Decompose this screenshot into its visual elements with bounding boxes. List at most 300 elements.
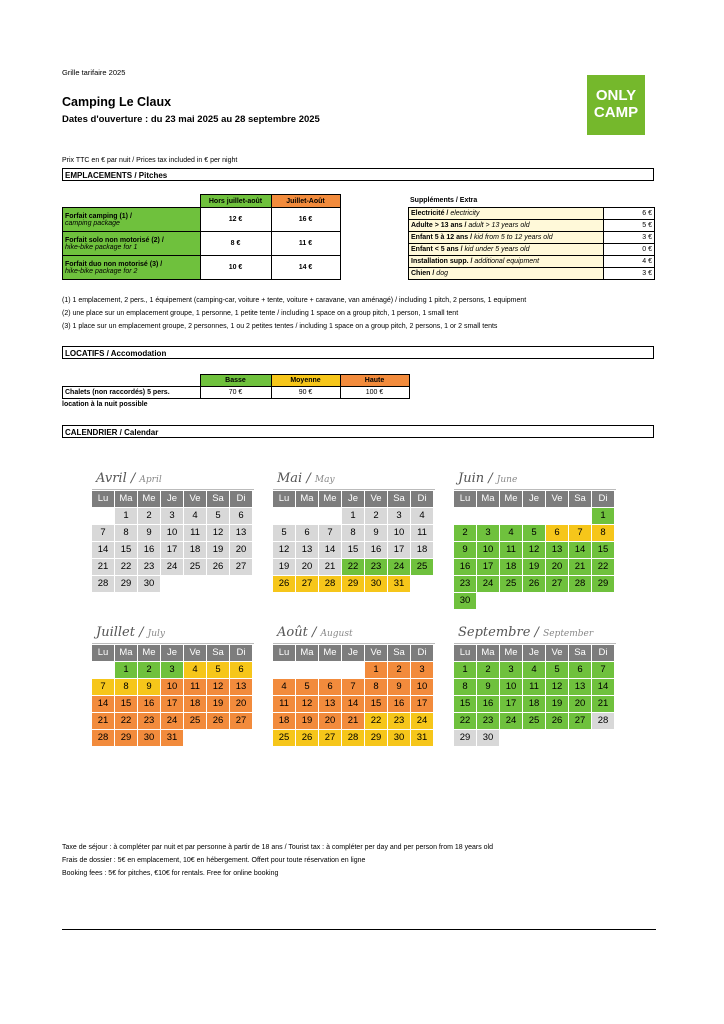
rental-note: location à la nuit possible bbox=[62, 401, 148, 408]
calendar-day: 7 bbox=[342, 679, 364, 695]
calendar-day: 12 bbox=[523, 542, 545, 558]
calendar-day: 24 bbox=[161, 559, 183, 575]
calendar-day: 18 bbox=[184, 542, 206, 558]
pitch-price-off: 8 € bbox=[200, 232, 271, 256]
table-row bbox=[63, 256, 341, 280]
weekday-header: Ma bbox=[115, 645, 137, 661]
pitch-price-off: 10 € bbox=[200, 256, 271, 280]
calendar-day: 23 bbox=[454, 576, 476, 592]
prices-note: Prix TTC en € par nuit / Prices tax included in € per night bbox=[62, 157, 238, 164]
weekday-header: Ve bbox=[184, 645, 206, 661]
calendar-day: 17 bbox=[477, 559, 499, 575]
calendar-day: 10 bbox=[161, 525, 183, 541]
calendar-day: 24 bbox=[500, 713, 522, 729]
extra-label: Enfant < 5 ans / kid under 5 years old bbox=[409, 244, 604, 256]
calendar-day: 17 bbox=[388, 542, 410, 558]
calendar-day: 24 bbox=[477, 576, 499, 592]
calendar-day: 30 bbox=[388, 730, 410, 746]
month-title bbox=[92, 468, 254, 490]
calendar-day: 21 bbox=[592, 696, 614, 712]
calendar-day: 29 bbox=[115, 730, 137, 746]
calendar-day: 1 bbox=[365, 662, 387, 678]
calendar-day: 25 bbox=[184, 559, 206, 575]
section-pitches: EMPLACEMENTS / Pitches bbox=[62, 168, 654, 181]
pitch-price-table bbox=[62, 194, 341, 280]
calendar-day: 18 bbox=[523, 696, 545, 712]
calendar-day: 27 bbox=[296, 576, 318, 592]
weekday-header: Sa bbox=[569, 491, 591, 507]
calendar-day: 10 bbox=[161, 679, 183, 695]
calendar-day: 17 bbox=[161, 696, 183, 712]
calendar-day: 11 bbox=[184, 679, 206, 695]
calendar-day: 29 bbox=[342, 576, 364, 592]
weekday-header: Me bbox=[319, 645, 341, 661]
month-separator: / bbox=[134, 625, 148, 640]
calendar-day: 10 bbox=[388, 525, 410, 541]
calendar-day: 14 bbox=[92, 696, 114, 712]
month-separator: / bbox=[484, 471, 497, 486]
calendar-day: 28 bbox=[342, 730, 364, 746]
calendar-day: 2 bbox=[477, 662, 499, 678]
calendar-day: 1 bbox=[342, 508, 364, 524]
calendar-day: 15 bbox=[454, 696, 476, 712]
calendar-day: 14 bbox=[592, 679, 614, 695]
calendar-day: 6 bbox=[296, 525, 318, 541]
calendar-day: 15 bbox=[592, 542, 614, 558]
calendar-day: 16 bbox=[454, 559, 476, 575]
section-calendar: CALENDRIER / Calendar bbox=[62, 425, 654, 438]
calendar-day: 29 bbox=[454, 730, 476, 746]
calendar-day: 27 bbox=[230, 713, 252, 729]
extra-label: Electricité / electricity bbox=[409, 208, 604, 220]
month-name-en: September bbox=[543, 629, 594, 639]
calendar-day: 3 bbox=[161, 662, 183, 678]
calendar-day: 9 bbox=[454, 542, 476, 558]
empty-day bbox=[296, 662, 318, 678]
calendar-day: 9 bbox=[477, 679, 499, 695]
calendar-month-september bbox=[454, 622, 616, 746]
weekday-header: Je bbox=[342, 491, 364, 507]
col-mid: Moyenne bbox=[271, 375, 340, 387]
calendar-day: 16 bbox=[365, 542, 387, 558]
calendar-day: 28 bbox=[92, 576, 114, 592]
calendar-day: 30 bbox=[454, 593, 476, 609]
extras-table bbox=[408, 207, 655, 280]
empty-day bbox=[319, 508, 341, 524]
calendar-day: 22 bbox=[342, 559, 364, 575]
calendar-day: 16 bbox=[138, 696, 160, 712]
calendar-day: 30 bbox=[138, 730, 160, 746]
calendar-day: 8 bbox=[342, 525, 364, 541]
calendar-day: 16 bbox=[138, 542, 160, 558]
logo-line-2: CAMP bbox=[593, 104, 639, 121]
weekday-header: Ve bbox=[365, 645, 387, 661]
empty-day bbox=[500, 508, 522, 524]
calendar-day: 25 bbox=[273, 730, 295, 746]
calendar-day: 19 bbox=[523, 559, 545, 575]
calendar-day: 14 bbox=[319, 542, 341, 558]
rental-price-mid: 90 € bbox=[271, 387, 340, 399]
calendar-day: 21 bbox=[92, 559, 114, 575]
calendar-day: 5 bbox=[273, 525, 295, 541]
extras-title: Suppléments / Extra bbox=[410, 197, 478, 204]
calendar-day: 23 bbox=[388, 713, 410, 729]
extra-label: Adulte > 13 ans / adult > 13 years old bbox=[409, 220, 604, 232]
calendar-day: 12 bbox=[207, 679, 229, 695]
weekday-header: Sa bbox=[207, 491, 229, 507]
pitch-table-corner bbox=[63, 195, 201, 208]
calendar-day: 13 bbox=[569, 679, 591, 695]
calendar-day: 11 bbox=[500, 542, 522, 558]
calendar-day: 27 bbox=[546, 576, 568, 592]
calendar-day: 6 bbox=[546, 525, 568, 541]
calendar-day: 17 bbox=[161, 542, 183, 558]
weekday-header: Me bbox=[138, 491, 160, 507]
calendar-day: 13 bbox=[230, 525, 252, 541]
calendar-day: 11 bbox=[184, 525, 206, 541]
pitch-price-peak: 16 € bbox=[271, 208, 340, 232]
section-rentals: LOCATIFS / Accomodation bbox=[62, 346, 654, 359]
calendar-day: 16 bbox=[477, 696, 499, 712]
calendar-day: 2 bbox=[138, 662, 160, 678]
month-separator: / bbox=[126, 471, 140, 486]
weekday-header: Ma bbox=[296, 491, 318, 507]
calendar-day: 15 bbox=[342, 542, 364, 558]
weekday-header: Ve bbox=[184, 491, 206, 507]
calendar-day: 31 bbox=[411, 730, 433, 746]
calendar-day: 21 bbox=[569, 559, 591, 575]
pitch-label: Forfait solo non motorisé (2) / hike-bike package for 1 bbox=[63, 232, 201, 256]
table-row bbox=[409, 232, 655, 244]
calendar-day: 26 bbox=[273, 576, 295, 592]
calendar-day: 31 bbox=[161, 730, 183, 746]
table-row bbox=[63, 208, 341, 232]
weekday-header: Je bbox=[161, 491, 183, 507]
calendar-day: 5 bbox=[207, 508, 229, 524]
extra-label: Enfant 5 à 12 ans / kid from 5 to 12 years old bbox=[409, 232, 604, 244]
calendar-day: 7 bbox=[92, 679, 114, 695]
calendar-day: 19 bbox=[273, 559, 295, 575]
month-title bbox=[273, 622, 435, 644]
weekday-header: Lu bbox=[92, 645, 114, 661]
col-low: Basse bbox=[200, 375, 271, 387]
calendar-day: 6 bbox=[569, 662, 591, 678]
weekday-header: Ve bbox=[546, 491, 568, 507]
calendar-day: 17 bbox=[500, 696, 522, 712]
pitch-label: Forfait duo non motorisé (3) / hike-bike package for 2 bbox=[63, 256, 201, 280]
calendar-day: 28 bbox=[569, 576, 591, 592]
month-name-en: May bbox=[314, 475, 335, 485]
calendar-day: 1 bbox=[592, 508, 614, 524]
calendar-day: 12 bbox=[273, 542, 295, 558]
empty-day bbox=[546, 508, 568, 524]
calendar-day: 24 bbox=[411, 713, 433, 729]
calendar-day: 20 bbox=[230, 696, 252, 712]
calendar-day: 7 bbox=[319, 525, 341, 541]
calendar-day: 22 bbox=[592, 559, 614, 575]
calendar-day: 23 bbox=[138, 713, 160, 729]
weekday-header: Me bbox=[500, 491, 522, 507]
calendar-day: 11 bbox=[411, 525, 433, 541]
weekday-header: Ma bbox=[477, 645, 499, 661]
rental-price-high: 100 € bbox=[340, 387, 409, 399]
extra-price: 4 € bbox=[604, 256, 655, 268]
calendar-day: 13 bbox=[296, 542, 318, 558]
table-row bbox=[409, 220, 655, 232]
footer-booking-fees-fr: Frais de dossier : 5€ en emplacement, 10€ en hébergement. Offert pour toute réservation en ligne bbox=[62, 857, 366, 864]
calendar-day: 18 bbox=[184, 696, 206, 712]
month-name-en: August bbox=[320, 629, 353, 639]
calendar-day: 4 bbox=[500, 525, 522, 541]
calendar-day: 29 bbox=[115, 576, 137, 592]
weekday-header: Ma bbox=[477, 491, 499, 507]
calendar-day: 20 bbox=[230, 542, 252, 558]
calendar-day: 5 bbox=[207, 662, 229, 678]
calendar-day: 25 bbox=[523, 713, 545, 729]
calendar-day: 14 bbox=[92, 542, 114, 558]
weekday-header: Ma bbox=[115, 491, 137, 507]
calendar-day: 30 bbox=[477, 730, 499, 746]
month-name-fr: Juin bbox=[458, 471, 485, 486]
calendar-day: 11 bbox=[523, 679, 545, 695]
month-name-en: June bbox=[496, 475, 518, 485]
calendar-day: 23 bbox=[365, 559, 387, 575]
calendar-day: 3 bbox=[388, 508, 410, 524]
month-name-en: July bbox=[147, 629, 166, 639]
calendar-day: 12 bbox=[546, 679, 568, 695]
extra-label: Chien / dog bbox=[409, 268, 604, 280]
month-name-en: April bbox=[139, 475, 162, 485]
calendar-day: 4 bbox=[273, 679, 295, 695]
calendar-day: 15 bbox=[115, 542, 137, 558]
calendar-day: 27 bbox=[230, 559, 252, 575]
calendar-day: 26 bbox=[207, 559, 229, 575]
calendar-day: 26 bbox=[296, 730, 318, 746]
calendar-day: 25 bbox=[184, 713, 206, 729]
calendar-day: 19 bbox=[207, 542, 229, 558]
calendar-day: 8 bbox=[365, 679, 387, 695]
calendar-day: 5 bbox=[296, 679, 318, 695]
calendar-day: 22 bbox=[454, 713, 476, 729]
weekday-header: Je bbox=[523, 491, 545, 507]
calendar-day: 6 bbox=[319, 679, 341, 695]
month-title bbox=[454, 468, 616, 490]
extra-price: 3 € bbox=[604, 268, 655, 280]
calendar-day: 21 bbox=[319, 559, 341, 575]
calendar-day: 3 bbox=[161, 508, 183, 524]
calendar-day: 4 bbox=[184, 508, 206, 524]
rental-table-corner bbox=[63, 375, 201, 387]
calendar-day: 7 bbox=[592, 662, 614, 678]
empty-day bbox=[92, 508, 114, 524]
calendar-day: 25 bbox=[411, 559, 433, 575]
weekday-header: Di bbox=[411, 491, 433, 507]
weekday-header: Je bbox=[523, 645, 545, 661]
calendar-day: 13 bbox=[230, 679, 252, 695]
calendar-day: 2 bbox=[365, 508, 387, 524]
calendar-day: 5 bbox=[523, 525, 545, 541]
calendar-day: 9 bbox=[388, 679, 410, 695]
calendar-day: 26 bbox=[546, 713, 568, 729]
calendar-day: 1 bbox=[454, 662, 476, 678]
empty-day bbox=[273, 508, 295, 524]
weekday-header: Di bbox=[592, 491, 614, 507]
calendar-day: 13 bbox=[319, 696, 341, 712]
month-separator: / bbox=[307, 625, 321, 640]
col-high: Haute bbox=[340, 375, 409, 387]
only-camp-logo bbox=[587, 75, 645, 135]
calendar-day: 1 bbox=[115, 662, 137, 678]
weekday-header: Me bbox=[138, 645, 160, 661]
empty-day bbox=[477, 508, 499, 524]
calendar-month-june bbox=[454, 468, 616, 609]
calendar-day: 23 bbox=[138, 559, 160, 575]
calendar-day: 27 bbox=[319, 730, 341, 746]
weekday-header: Lu bbox=[273, 645, 295, 661]
month-title bbox=[92, 622, 254, 644]
calendar-day: 5 bbox=[546, 662, 568, 678]
extra-price: 6 € bbox=[604, 208, 655, 220]
calendar-day: 10 bbox=[477, 542, 499, 558]
calendar-day: 15 bbox=[365, 696, 387, 712]
weekday-header: Je bbox=[161, 645, 183, 661]
calendar-day: 21 bbox=[342, 713, 364, 729]
weekday-header: Sa bbox=[388, 645, 410, 661]
pitch-price-peak: 11 € bbox=[271, 232, 340, 256]
opening-dates: Dates d'ouverture : du 23 mai 2025 au 28 septembre 2025 bbox=[62, 114, 320, 125]
calendar-day: 28 bbox=[92, 730, 114, 746]
weekday-header: Di bbox=[230, 491, 252, 507]
pitch-note-3: (3) 1 place sur un emplacement groupe, 2 personnes, 1 ou 2 petites tentes / including 1 space on a group pitch, 2 persons, 1 or 2 small tents bbox=[62, 323, 498, 330]
pitch-price-peak: 14 € bbox=[271, 256, 340, 280]
calendar-month-april bbox=[92, 468, 254, 592]
pitch-note-2: (2) une place sur un emplacement groupe, 1 personne, 1 petite tente / including 1 space on a group pitch, 1 person, 1 small tent bbox=[62, 310, 459, 317]
col-off-season: Hors juillet-août bbox=[200, 195, 271, 208]
calendar-day: 18 bbox=[411, 542, 433, 558]
calendar-day: 28 bbox=[319, 576, 341, 592]
calendar-day: 11 bbox=[273, 696, 295, 712]
weekday-header: Lu bbox=[454, 645, 476, 661]
document-label: Grille tarifaire 2025 bbox=[62, 68, 126, 77]
weekday-header: Di bbox=[592, 645, 614, 661]
calendar-day: 30 bbox=[365, 576, 387, 592]
empty-day bbox=[342, 662, 364, 678]
calendar-day: 14 bbox=[342, 696, 364, 712]
extra-price: 5 € bbox=[604, 220, 655, 232]
col-peak-season: Juillet-Août bbox=[271, 195, 340, 208]
calendar-day: 20 bbox=[546, 559, 568, 575]
calendar-day: 9 bbox=[365, 525, 387, 541]
calendar-day: 24 bbox=[161, 713, 183, 729]
month-separator: / bbox=[302, 471, 315, 486]
weekday-header: Lu bbox=[454, 491, 476, 507]
calendar-day: 21 bbox=[92, 713, 114, 729]
calendar-day: 2 bbox=[138, 508, 160, 524]
calendar-day: 2 bbox=[454, 525, 476, 541]
calendar-day: 26 bbox=[523, 576, 545, 592]
calendar-day: 24 bbox=[388, 559, 410, 575]
calendar-day: 2 bbox=[388, 662, 410, 678]
weekday-header: Lu bbox=[273, 491, 295, 507]
rental-price-table bbox=[62, 374, 410, 399]
calendar-day: 20 bbox=[569, 696, 591, 712]
weekday-header: Me bbox=[319, 491, 341, 507]
calendar-day: 22 bbox=[365, 713, 387, 729]
calendar-day: 17 bbox=[411, 696, 433, 712]
calendar-day: 14 bbox=[569, 542, 591, 558]
calendar-day: 7 bbox=[92, 525, 114, 541]
calendar-day: 28 bbox=[592, 713, 614, 729]
calendar-day: 20 bbox=[319, 713, 341, 729]
table-row bbox=[409, 208, 655, 220]
calendar-day: 16 bbox=[388, 696, 410, 712]
calendar-month-august bbox=[273, 622, 435, 746]
calendar-day: 6 bbox=[230, 662, 252, 678]
footer-tourist-tax: Taxe de séjour : à compléter par nuit et par personne à partir de 18 ans / Tourist tax : à compléter per day and per person from 18 years old bbox=[62, 844, 493, 851]
extra-price: 3 € bbox=[604, 232, 655, 244]
calendar-day: 25 bbox=[500, 576, 522, 592]
empty-day bbox=[92, 662, 114, 678]
calendar-day: 4 bbox=[184, 662, 206, 678]
weekday-header: Ve bbox=[365, 491, 387, 507]
table-row bbox=[409, 268, 655, 280]
empty-day bbox=[319, 662, 341, 678]
footer-booking-fees-en: Booking fees : 5€ for pitches, €10€ for rentals. Free for online booking bbox=[62, 870, 279, 877]
month-separator: / bbox=[530, 625, 544, 640]
calendar-month-may bbox=[273, 468, 435, 592]
calendar-day: 3 bbox=[477, 525, 499, 541]
weekday-header: Di bbox=[411, 645, 433, 661]
month-title bbox=[273, 468, 435, 490]
weekday-header: Ve bbox=[546, 645, 568, 661]
calendar-day: 9 bbox=[138, 525, 160, 541]
weekday-header: Lu bbox=[92, 491, 114, 507]
month-title bbox=[454, 622, 616, 644]
month-name-fr: Août bbox=[277, 625, 308, 640]
calendar-day: 12 bbox=[296, 696, 318, 712]
calendar-month-july bbox=[92, 622, 254, 746]
page-title: Camping Le Claux bbox=[62, 95, 172, 109]
pitch-price-off: 12 € bbox=[200, 208, 271, 232]
weekday-header: Sa bbox=[569, 645, 591, 661]
calendar-day: 8 bbox=[115, 525, 137, 541]
calendar-day: 13 bbox=[546, 542, 568, 558]
weekday-header: Di bbox=[230, 645, 252, 661]
calendar-day: 8 bbox=[115, 679, 137, 695]
calendar-day: 4 bbox=[523, 662, 545, 678]
calendar-day: 8 bbox=[592, 525, 614, 541]
calendar-day: 27 bbox=[569, 713, 591, 729]
rental-price-low: 70 € bbox=[200, 387, 271, 399]
month-name-fr: Septembre bbox=[458, 625, 531, 640]
calendar-day: 3 bbox=[500, 662, 522, 678]
calendar-day: 12 bbox=[207, 525, 229, 541]
month-name-fr: Avril bbox=[96, 471, 127, 486]
pitch-label: Forfait camping (1) / camping package bbox=[63, 208, 201, 232]
weekday-header: Sa bbox=[388, 491, 410, 507]
calendar-day: 30 bbox=[138, 576, 160, 592]
table-row bbox=[63, 387, 410, 399]
calendar-day: 6 bbox=[230, 508, 252, 524]
logo-line-1: ONLY bbox=[595, 87, 637, 104]
calendar-day: 19 bbox=[207, 696, 229, 712]
calendar-day: 26 bbox=[207, 713, 229, 729]
extra-price: 0 € bbox=[604, 244, 655, 256]
month-name-fr: Juillet bbox=[96, 625, 135, 640]
extra-label: Installation supp. / additional equipment bbox=[409, 256, 604, 268]
calendar-day: 19 bbox=[296, 713, 318, 729]
calendar-day: 10 bbox=[411, 679, 433, 695]
